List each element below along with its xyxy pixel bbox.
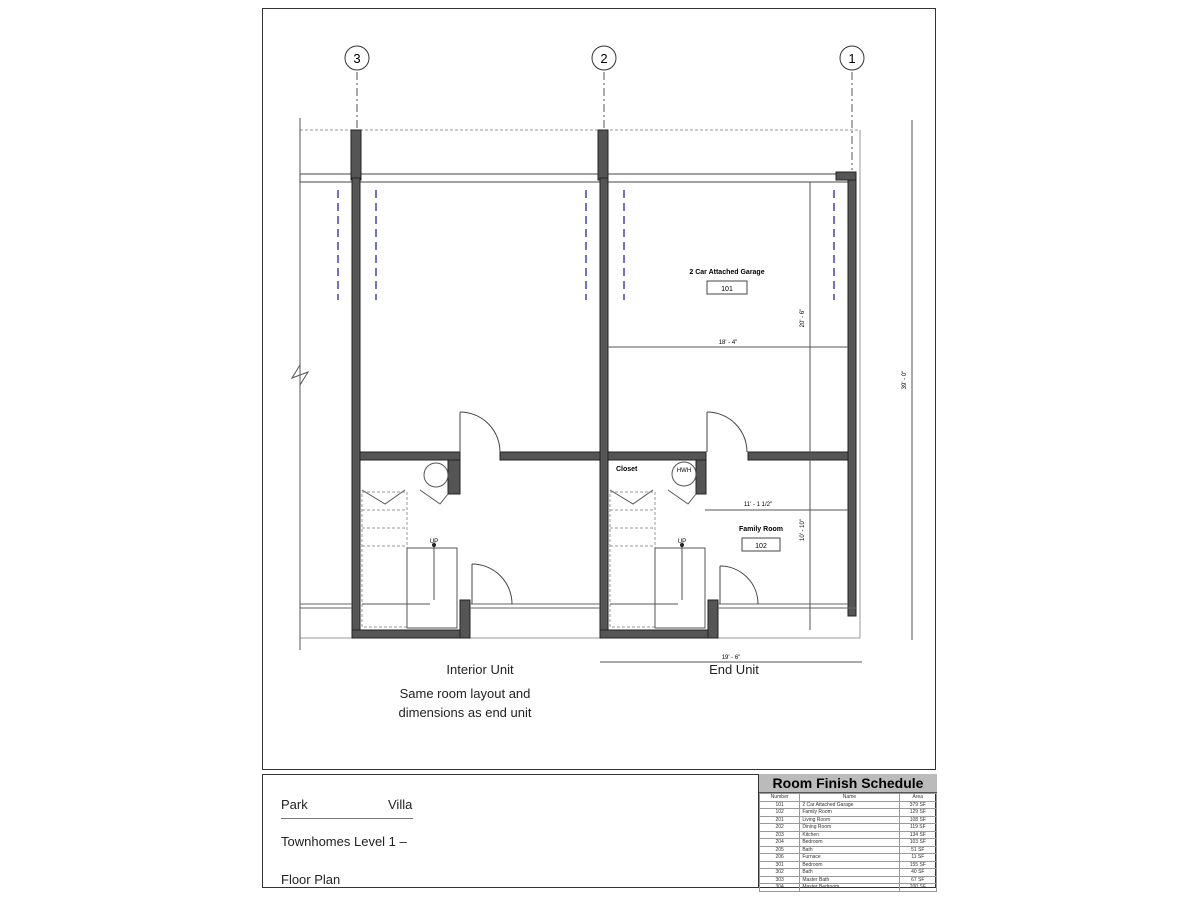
schedule-row	[760, 831, 937, 839]
schedule-cell: 134 SF	[899, 831, 936, 839]
schedule-row	[760, 846, 937, 854]
room-label-garage: 2 Car Attached Garage	[689, 269, 765, 276]
title-line3: Floor Plan	[281, 872, 341, 887]
schedule-cell: Dining Room	[800, 824, 899, 832]
schedule-row	[760, 824, 937, 832]
svg-text:3: 3	[353, 51, 361, 66]
svg-text:1: 1	[848, 51, 856, 66]
schedule-cell: 202	[760, 824, 800, 832]
room-finish-schedule	[758, 774, 937, 891]
schedule-row	[760, 876, 937, 884]
schedule-row	[760, 869, 937, 877]
schedule-cell: 108 SF	[899, 816, 936, 824]
schedule-cell: 304	[760, 884, 800, 892]
schedule-cell: Living Room	[800, 816, 899, 824]
schedule-cell: Furnace	[800, 854, 899, 862]
schedule-cell: 67 SF	[899, 876, 936, 884]
schedule-cell: 119 SF	[899, 824, 936, 832]
schedule-row	[760, 816, 937, 824]
title-villa: Villa	[388, 797, 413, 812]
schedule-cell: Master Bath	[800, 876, 899, 884]
schedule-cell: 51 SF	[899, 846, 936, 854]
schedule-cell: 203	[760, 831, 800, 839]
schedule-cell: 206	[760, 854, 800, 862]
svg-text:10' - 10": 10' - 10"	[800, 519, 806, 541]
interior-unit-note: Same room layout and dimensions as end unit	[398, 686, 532, 720]
schedule-cell: Bedroom	[800, 839, 899, 847]
schedule-cell: Kitchen	[800, 831, 899, 839]
interior-unit-caption: Interior Unit	[446, 662, 514, 677]
svg-text:101: 101	[721, 286, 733, 293]
svg-text:UP: UP	[677, 539, 687, 545]
room-label-closet: Closet	[616, 466, 638, 473]
schedule-row	[760, 809, 937, 817]
svg-text:18' - 4": 18' - 4"	[718, 340, 738, 346]
schedule-cell: 379 SF	[899, 801, 936, 809]
title-line2: Townhomes Level 1 –	[281, 834, 407, 849]
schedule-cell: 200 SF	[899, 884, 936, 892]
schedule-cell: 101	[760, 801, 800, 809]
schedule-row	[760, 861, 937, 869]
svg-text:19' - 6": 19' - 6"	[721, 655, 741, 661]
schedule-cell: 103 SF	[899, 839, 936, 847]
schedule-cell: Bath	[800, 846, 899, 854]
svg-text:39' - 0": 39' - 0"	[902, 370, 908, 390]
schedule-row	[760, 839, 937, 847]
schedule-cell: Master Bedroom	[800, 884, 899, 892]
schedule-cell: 155 SF	[899, 861, 936, 869]
schedule-cell: 102	[760, 809, 800, 817]
title-park: Park	[281, 797, 308, 812]
svg-text:UP: UP	[429, 539, 439, 545]
svg-text:11' - 1 1/2": 11' - 1 1/2"	[743, 502, 773, 508]
water-heater-label: HWH	[676, 468, 692, 474]
svg-text:102: 102	[755, 543, 767, 550]
schedule-header: Number Name Area	[760, 794, 937, 802]
schedule-cell: 205	[760, 846, 800, 854]
drawing-border	[263, 9, 936, 770]
schedule-cell: 2 Car Attached Garage	[800, 801, 899, 809]
svg-text:20' - 6": 20' - 6"	[800, 308, 806, 328]
grid-line-3	[345, 46, 369, 130]
schedule-cell: Bedroom	[800, 861, 899, 869]
walls	[351, 130, 856, 638]
end-unit-caption: End Unit	[709, 662, 759, 677]
water-heater-icon	[672, 462, 696, 486]
schedule-cell: Bath	[800, 869, 899, 877]
schedule-cell: 303	[760, 876, 800, 884]
schedule-row	[760, 801, 937, 809]
schedule-cell: 129 SF	[899, 809, 936, 817]
schedule-cell: 301	[760, 861, 800, 869]
room-label-family: Family Room	[739, 526, 783, 533]
schedule-title: Room Finish Schedule	[759, 774, 937, 793]
schedule-cell: 201	[760, 816, 800, 824]
schedule-row	[760, 884, 937, 892]
svg-text:2: 2	[600, 51, 608, 66]
schedule-cell: 40 SF	[899, 869, 936, 877]
schedule-cell: Family Room	[800, 809, 899, 817]
schedule-row	[760, 854, 937, 862]
schedule-cell: 302	[760, 869, 800, 877]
schedule-cell: 204	[760, 839, 800, 847]
grid-line-2	[592, 46, 616, 130]
schedule-cell: 11 SF	[899, 854, 936, 862]
